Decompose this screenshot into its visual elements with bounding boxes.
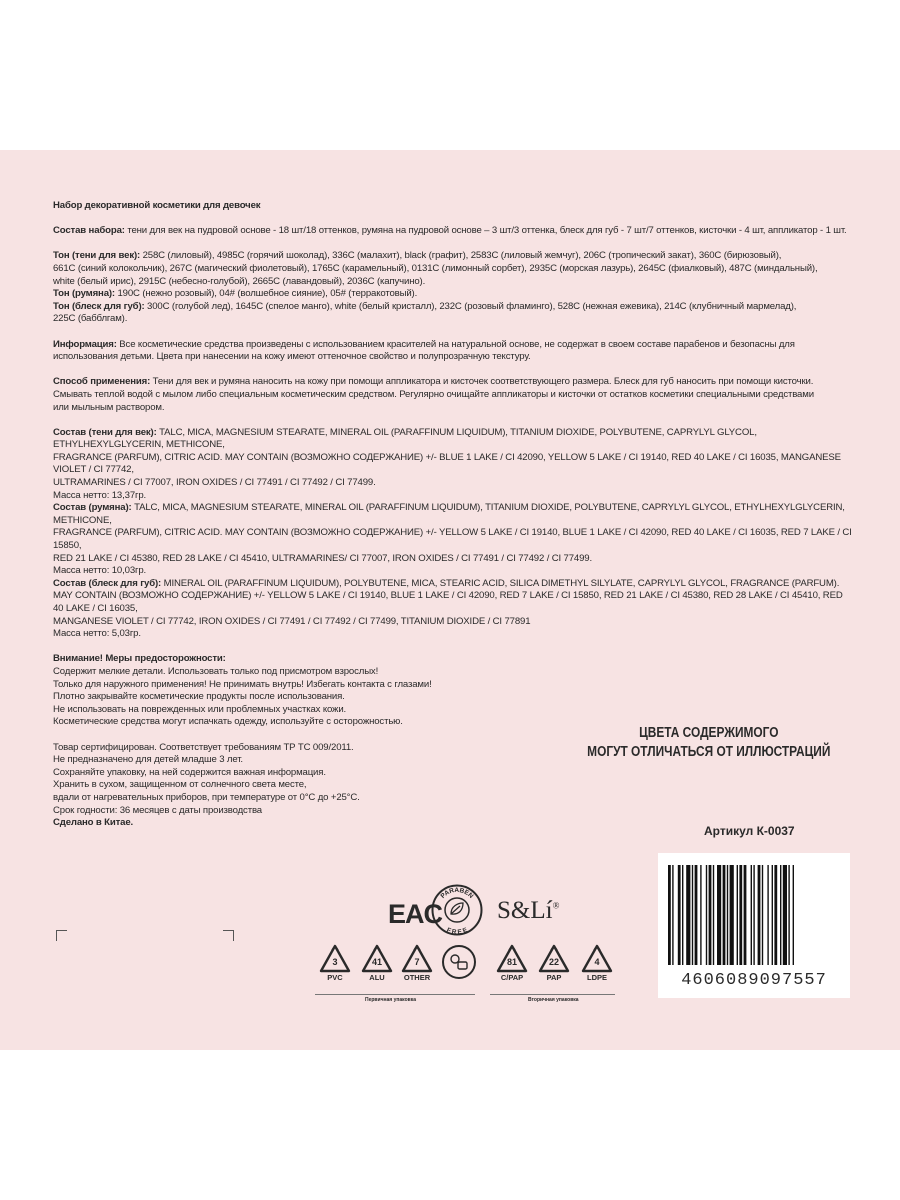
caption-divider <box>490 994 615 995</box>
composition: Состав набора: тени для век на пудровой основе - 18 шт/18 оттенков, румяна на пудровой основе – 3 шт/3 оттенка, блеск для губ - 7 шт/7 оттенков, кисточки - 4 шт, аппликатор - 1 шт. <box>53 225 847 237</box>
barcode-bar <box>700 865 701 965</box>
barcode-bar <box>730 865 734 965</box>
caption-primary-packaging: Первичная упаковка <box>365 997 417 1003</box>
barcode-bar <box>678 865 681 965</box>
barcode-bar <box>727 865 728 965</box>
recycle-code: 41 <box>371 957 382 967</box>
crop-mark-right <box>223 930 234 941</box>
barcode-number: 4606089097557 <box>681 971 827 990</box>
ingredients-line: ULTRAMARINES / CI 77007, IRON OXIDES / CI 77491 / CI 77492 / CI 77499. <box>53 477 376 489</box>
brand-name: S&Lí <box>497 897 553 924</box>
ingredients-line: MAY CONTAIN (ВОЗМОЖНО СОДЕРЖАНИЕ) +/- YELLOW 5 LAKE / CI 19140, BLUE 1 LAKE / CI 42090, RED 7 LAKE / CI 15850, RED 21 LAKE / CI 45380, RED 28 LAKE / CI 45410, RED 40 LAKE / CI 16035, <box>53 590 843 614</box>
net-mass: Масса нетто: 5,03гр. <box>53 628 141 640</box>
brand-logo <box>497 897 559 925</box>
barcode <box>658 853 850 998</box>
crop-mark-left <box>56 930 67 941</box>
barcode-bar <box>751 865 752 965</box>
cert-line: Срок годности: 36 месяцев с даты производства <box>53 804 262 816</box>
cert-line: Товар сертифицирован. Соответствует требованиям ТР ТС 009/2011. <box>53 741 354 753</box>
paraben-free-icon <box>431 884 483 936</box>
barcode-bar <box>793 865 794 965</box>
recycle-code: 4 <box>594 957 600 967</box>
barcode-bar <box>753 865 754 965</box>
warning-line: Плотно закрывайте косметические продукты после использования. <box>53 691 345 703</box>
caption-secondary-packaging: Вторичная упаковка <box>528 997 579 1003</box>
tone-eyes-line: 661С (синий колокольчик), 267С (магический фиолетовый), 1765С (карамельный), 0131С (лимонный сорбет), 2935С (морская лазурь), 2645С (фиалковый), 487С (миндальный), <box>53 262 818 274</box>
net-mass: Масса нетто: 10,03гр. <box>53 565 147 577</box>
recycle-other-icon <box>398 944 436 982</box>
barcode-bar <box>686 865 690 965</box>
eac-mark: EAC <box>388 899 443 929</box>
barcode-bar <box>709 865 712 965</box>
barcode-bar <box>788 865 789 965</box>
ingredients-blush: Состав (румяна): TALC, MICA, MAGNESIUM STEARATE, MINERAL OIL (PARAFFINUM LIQUIDUM), TITANIUM DIOXIDE, POLYBUTENE, CAPRYLYL GLYCOL, ETHYLHEXYLGLYCERIN, METHICONE, <box>53 502 845 526</box>
barcode-bar <box>692 865 693 965</box>
barcode-bar <box>723 865 726 965</box>
paraben-bottom-label: FREE <box>445 926 469 936</box>
cert-line: Хранить в сухом, защищенном от солнечного света месте, <box>53 779 307 791</box>
color-notice-line: МОГУТ ОТЛИЧАТЬСЯ ОТ ИЛЛЮСТРАЦИЙ <box>587 744 831 760</box>
recycle-label: PVC <box>327 973 343 982</box>
barcode-bar <box>783 865 787 965</box>
cert-line: вдали от нагревательных приборов, при температуре от 0°С до +25°С. <box>53 791 360 803</box>
recycle-pvc-icon <box>316 944 354 982</box>
barcode-bar <box>739 865 742 965</box>
recycle-label: PAP <box>546 973 562 982</box>
info: Информация: Все косметические средства произведены с использованием красителей на натуральной основе, не содержат в своем составе парабенов и безопасны для <box>53 338 795 350</box>
cert-line: Не предназначено для детей младше 3 лет. <box>53 754 243 766</box>
recycle-code: 22 <box>548 957 559 967</box>
product-heading: Набор декоративной косметики для девочек <box>53 200 261 211</box>
ingredients-gloss: Состав (блеск для губ): MINERAL OIL (PARAFFINUM LIQUIDUM), POLYBUTENE, MICA, STEARIC ACID, SILICA DIMETHYL SILYLATE, CAPRYLYL GLYCOL, FRAGRANCE (PARFUM). <box>53 577 840 589</box>
barcode-bar <box>695 865 698 965</box>
recycle-label: ALU <box>369 973 385 982</box>
caption-divider <box>315 994 475 995</box>
tone-gloss: Тон (блеск для губ): 300С (голубой лед), 1645С (спелое манго), white (белый кристалл), 232С (розовый фламинго), 528С (нежная ежевика), 214С (клубничный мармелад), <box>53 300 797 312</box>
warning-title: Внимание! Меры предосторожности: <box>53 653 226 665</box>
brand-registered: ® <box>552 900 560 911</box>
barcode-bars <box>668 865 840 965</box>
recycle-alu-icon <box>358 944 396 982</box>
ingredients-line: FRAGRANCE (PARFUM), CITRIC ACID. MAY CONTAIN (ВОЗМОЖНО СОДЕРЖАНИЕ) +/- BLUE 1 LAKE / CI 42090, YELLOW 5 LAKE / CI 19140, RED 40 LAKE / CI 16035, MANGANESE VIOLET / CI 77742, <box>53 451 841 476</box>
barcode-bar <box>762 865 763 965</box>
color-notice-line: ЦВЕТА СОДЕРЖИМОГО <box>639 725 779 741</box>
usage-line: Смывать теплой водой с мылом либо специальным косметическим средством. Регулярно очищайте аппликаторы и кисточки от остатков косметики специальными средствами <box>53 388 814 400</box>
recycle-ldpe-icon <box>578 944 616 982</box>
ingredients-line: FRAGRANCE (PARFUM), CITRIC ACID. MAY CONTAIN (ВОЗМОЖНО СОДЕРЖАНИЕ) +/- YELLOW 5 LAKE / CI 19140, BLUE 1 LAKE / CI 42090, RED 40 LAKE / CI 16035, RED 7 LAKE / CI 15850, <box>53 527 852 552</box>
tone-blush: Тон (румяна): 190С (нежно розовый), 04# (волшебное сияние), 05# (терракотовый). <box>53 288 418 300</box>
barcode-bar <box>758 865 761 965</box>
usage-line: или мыльным раствором. <box>53 401 165 413</box>
barcode-bar <box>682 865 683 965</box>
recycle-label: C/PAP <box>500 973 524 982</box>
recycle-pap-icon <box>535 944 573 982</box>
ingredients-line: MANGANESE VIOLET / CI 77742, IRON OXIDES / CI 77491 / CI 77492 / CI 77499, TITANIUM DIOXIDE / CI 77891 <box>53 615 531 627</box>
barcode-bar <box>767 865 768 965</box>
barcode-bar <box>672 865 673 965</box>
warning-line: Только для наружного применения! Не принимать внутрь! Избегать контакта с глазами! <box>53 678 432 690</box>
cosmetic-jar-icon <box>441 944 477 980</box>
recycle-cpap-icon <box>493 944 531 982</box>
warning-line: Косметические средства могут испачкать одежду, используйте с осторожностью. <box>53 716 403 728</box>
tone-eyes-line: white (белый ирис), 2915С (небесно-голубой), 2665С (лавандовый), 2036С (капучино). <box>53 275 426 287</box>
paraben-top-label: PARABEN <box>439 886 475 900</box>
color-notice <box>578 724 840 762</box>
cert-line: Сохраняйте упаковку, на ней содержится важная информация. <box>53 766 326 778</box>
barcode-bar <box>717 865 721 965</box>
barcode-bar <box>706 865 707 965</box>
barcode-bar <box>744 865 747 965</box>
barcode-bar <box>713 865 714 965</box>
tone-gloss-line: 225С (бабблгам). <box>53 313 128 325</box>
info-line: использования детьми. Цвета при нанесении на кожу имеют оттеночное свойство и полупрозрачную текстуру. <box>53 351 531 363</box>
barcode-bar <box>774 865 777 965</box>
recycle-code: 81 <box>506 957 517 967</box>
recycle-label: LDPE <box>586 973 607 982</box>
made-in: Сделано в Китае. <box>53 817 134 829</box>
warning-line: Содержит мелкие детали. Использовать только под присмотром взрослых! <box>53 665 379 677</box>
article-number: Артикул К-0037 <box>704 824 795 838</box>
barcode-bar <box>668 865 671 965</box>
ingredients-eyes: Состав (тени для век): TALC, MICA, MAGNESIUM STEARATE, MINERAL OIL (PARAFFINUM LIQUIDUM), TITANIUM DIOXIDE, POLYBUTENE, CAPRYLYL GLYCOL, ETHYLHEXYLGLYCERIN, METHICONE, <box>53 426 757 451</box>
recycle-label: OTHER <box>403 973 431 982</box>
tone-eyes: Тон (тени для век): 258С (лиловый), 4985С (горячий шоколад), 336С (малахит), black (графит), 2583С (лиловый жемчуг), 206С (тропический закат), 360С (бирюзовый), <box>53 250 782 262</box>
net-mass: Масса нетто: 13,37гр. <box>53 489 147 501</box>
warning-line: Не использовать на поврежденных или проблемных участках кожи. <box>53 703 347 715</box>
usage: Способ применения: Тени для век и румяна наносить на кожу при помощи аппликатора и кисточек соответствующего размера. Блеск для губ наносить при помощи кисточки. <box>53 376 814 388</box>
barcode-bar <box>737 865 738 965</box>
recycle-code: 7 <box>414 957 420 967</box>
barcode-bar <box>780 865 781 965</box>
barcode-bar <box>772 865 773 965</box>
recycle-code: 3 <box>332 957 338 967</box>
ingredients-line: RED 21 LAKE / CI 45380, RED 28 LAKE / CI 45410, ULTRAMARINES/ CI 77007, IRON OXIDES / CI 77491 / CI 77492 / CI 77499. <box>53 552 592 564</box>
